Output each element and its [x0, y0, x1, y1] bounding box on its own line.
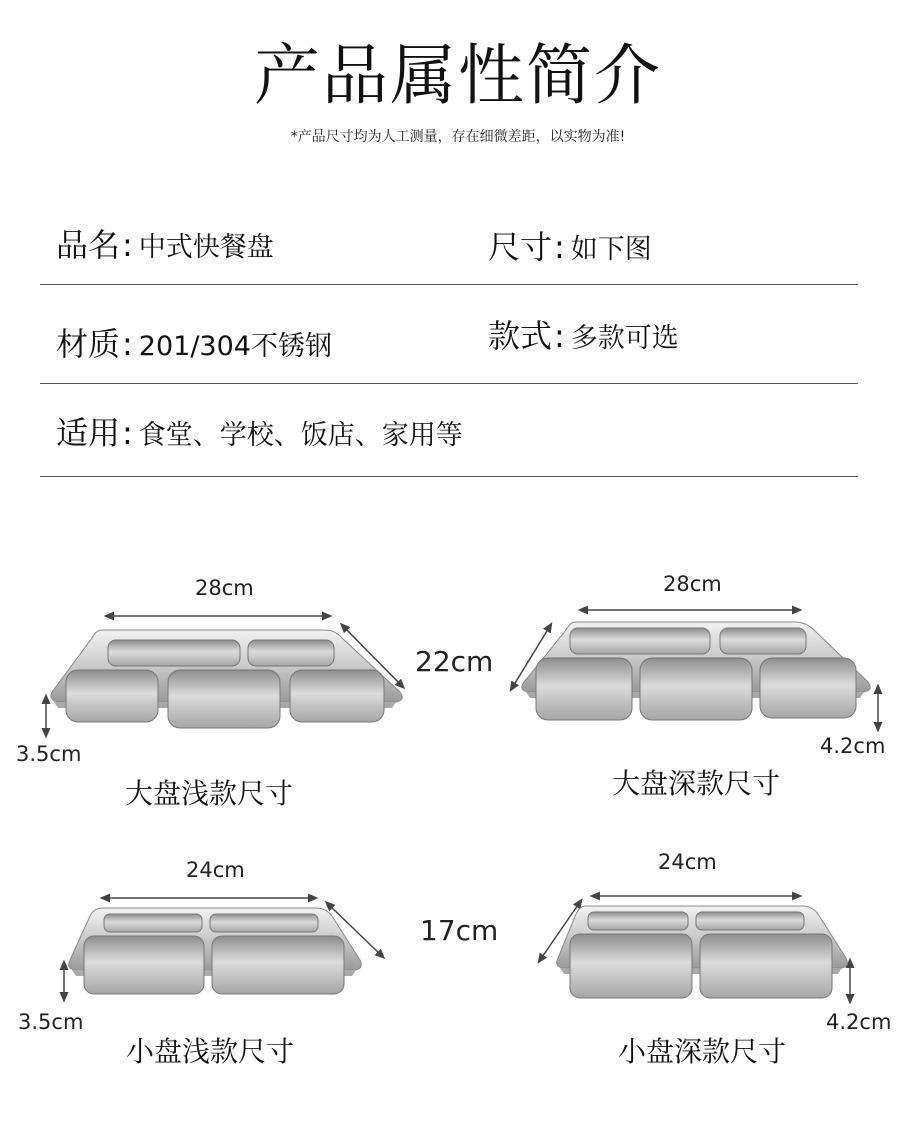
large-deep-width: 28cm [663, 572, 722, 596]
attr-usage [56, 408, 463, 454]
colon: : [122, 414, 133, 452]
small-shallow-caption: 小盘浅款尺寸 [126, 1035, 295, 1068]
tray-small-deep-image [540, 880, 880, 1020]
attr-row-3 [40, 384, 858, 477]
small-deep-height: 4.2cm [826, 1010, 892, 1034]
attr-material-label: 材质 [56, 325, 121, 363]
colon: : [122, 325, 133, 363]
large-shallow-caption: 大盘浅款尺寸 [125, 777, 294, 810]
colon: : [122, 226, 133, 264]
tray-large-deep-image [510, 596, 890, 746]
page-title: 产品属性简介 [254, 37, 662, 114]
tray-small-shallow-image [40, 884, 380, 1014]
large-deep-caption: 大盘深款尺寸 [612, 767, 781, 800]
measurement-note: *产品尺寸均为人工测量，存在细微差距，以实物为准! [290, 129, 626, 145]
large-shallow-height: 3.5cm [16, 742, 82, 766]
small-depth-label: 17cm [420, 914, 499, 947]
attr-row-2 [40, 285, 858, 384]
attr-name-label: 品名 [56, 226, 121, 264]
large-depth-label: 22cm [415, 645, 494, 678]
attr-size-value: 如下图 [570, 234, 652, 265]
attr-size-label: 尺寸 [488, 228, 553, 266]
attr-material [56, 319, 332, 365]
small-deep-caption: 小盘深款尺寸 [618, 1035, 787, 1068]
attr-style [488, 311, 679, 357]
attr-row-1 [40, 208, 858, 285]
attr-name [56, 220, 274, 266]
attr-style-value: 多款可选 [570, 323, 679, 354]
small-shallow-width: 24cm [186, 858, 245, 882]
attr-name-value: 中式快餐盘 [138, 232, 274, 263]
large-shallow-width: 28cm [195, 576, 254, 600]
small-deep-width: 24cm [658, 850, 717, 874]
attr-style-label: 款式 [488, 317, 553, 355]
attr-material-value: 201/304不锈钢 [138, 331, 332, 362]
large-deep-height: 4.2cm [820, 734, 886, 758]
attr-size [488, 222, 652, 268]
colon: : [554, 317, 565, 355]
colon: : [554, 228, 565, 266]
attr-usage-value: 食堂、学校、饭店、家用等 [138, 420, 463, 451]
tray-large-shallow-image [40, 600, 420, 740]
small-shallow-height: 3.5cm [18, 1010, 84, 1034]
attr-usage-label: 适用 [56, 414, 121, 452]
